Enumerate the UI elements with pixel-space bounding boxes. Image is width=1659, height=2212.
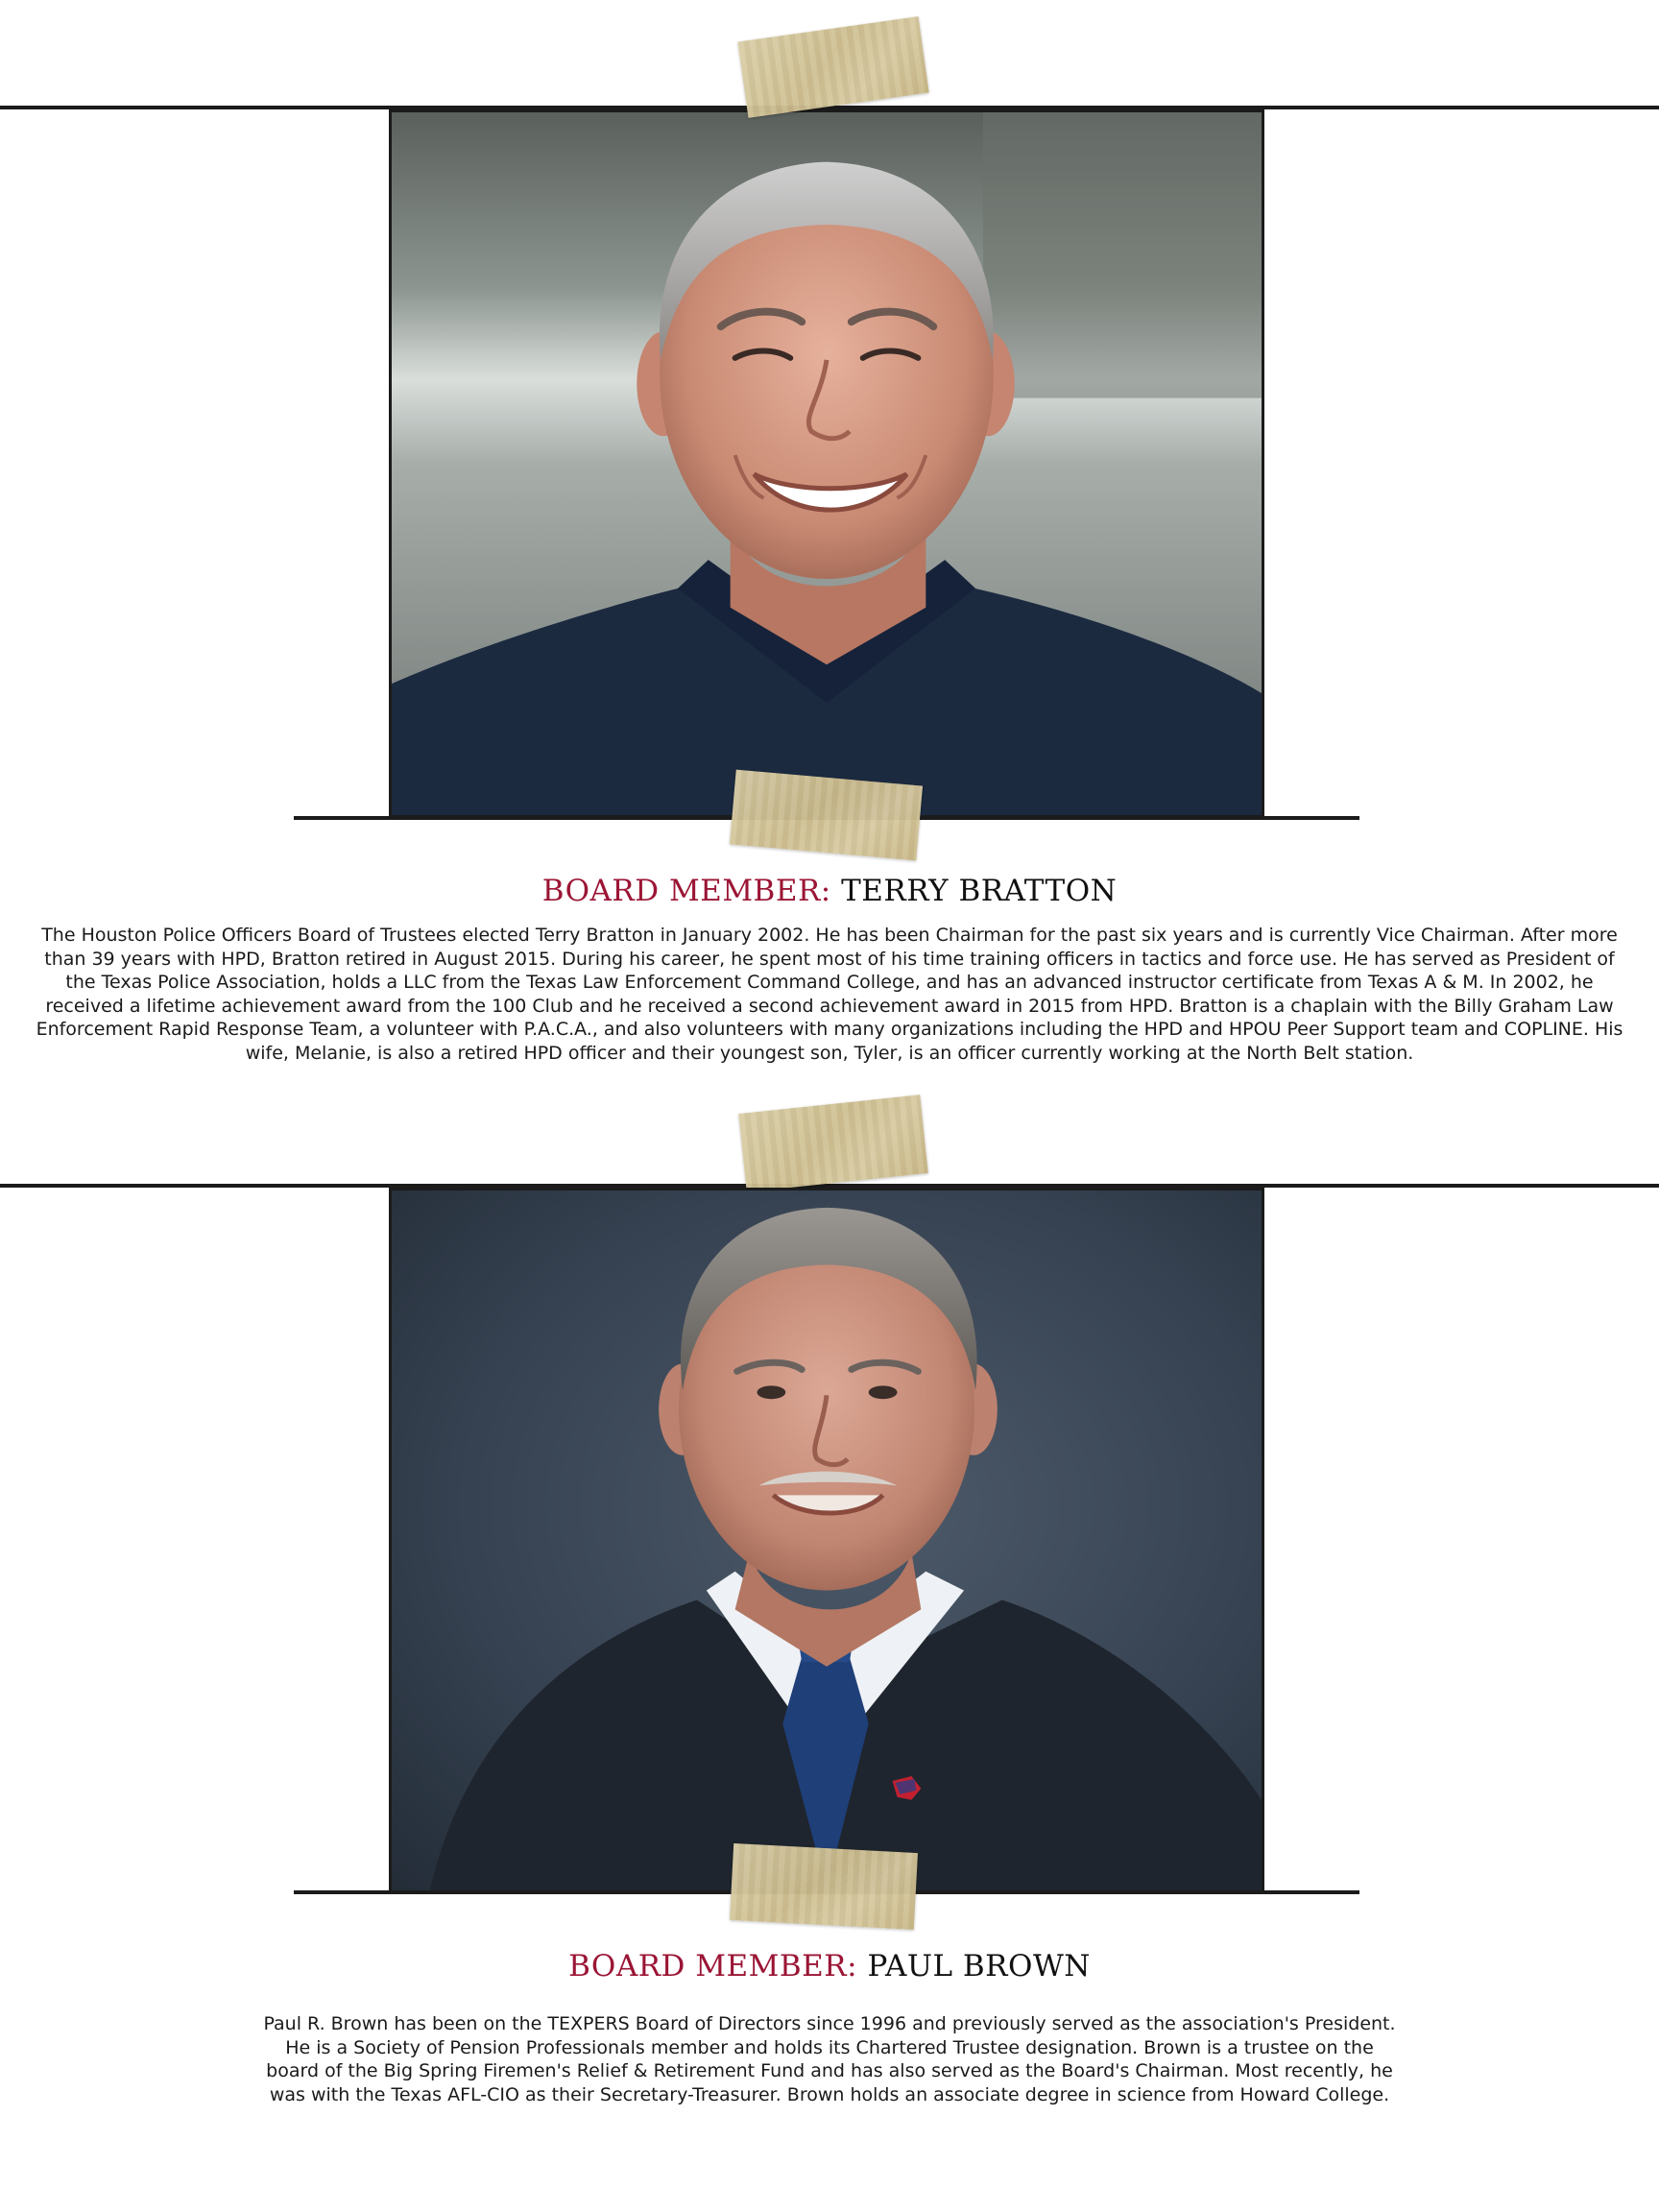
role-label: BOARD MEMBER: bbox=[568, 1949, 858, 1984]
paul-brown-bio: Paul R. Brown has been on the TEXPERS Board of Directors since 1996 and previously served as the association's President. He is a Society of Pension Professionals member and holds its Chartered Trustee designation. Brown is a trustee on the board of the Big Spring Firemen's Relief & Retirement Fund and has also served as the Board's Chairman. Most recently, he was with the Texas AFL-CIO as their Secretary-Treasurer. Brown holds an associate degree in science from Howard College. bbox=[263, 2013, 1396, 2105]
terry-bratton-heading bbox=[0, 874, 1659, 908]
tape-photo-2-bottom bbox=[730, 1843, 918, 1930]
tape-middle bbox=[738, 1094, 928, 1191]
tape-top bbox=[737, 16, 928, 118]
terry-bratton-photo bbox=[389, 109, 1264, 818]
tape-photo-1-bottom bbox=[730, 770, 923, 861]
terry-bratton-bio: The Houston Police Officers Board of Trustees elected Terry Bratton in January 2002. He has been Chairman for the past six years and is currently Vice Chairman. After more than 39 years with HPD, Bratton retired in August 2015. During his career, he spent most of his time training officers in tactics and force use. He has served as President of the Texas Police Association, holds a LLC from the Texas Law Enforcement Command College, and has an advanced instructor certificate from Texas A & M. In 2002, he received a lifetime achievement award from the 100 Club and he received a second achievement award in 2015 from HPD. Bratton is a chaplain with the Billy Graham Law Enforcement Rapid Response Team, a volunteer with P.A.C.A., and also volunteers with many organizations including the HPD and HPOU Peer Support team and COPLINE. His wife, Melanie, is also a retired HPD officer and their youngest son, Tyler, is an officer currently working at the North Belt station. bbox=[36, 925, 1623, 1064]
member-name: TERRY BRATTON bbox=[841, 874, 1118, 908]
role-label: BOARD MEMBER: bbox=[541, 874, 831, 908]
paul-brown-photo bbox=[389, 1188, 1264, 1893]
member-name: PAUL BROWN bbox=[867, 1949, 1091, 1984]
paul-brown-heading bbox=[0, 1949, 1659, 1984]
